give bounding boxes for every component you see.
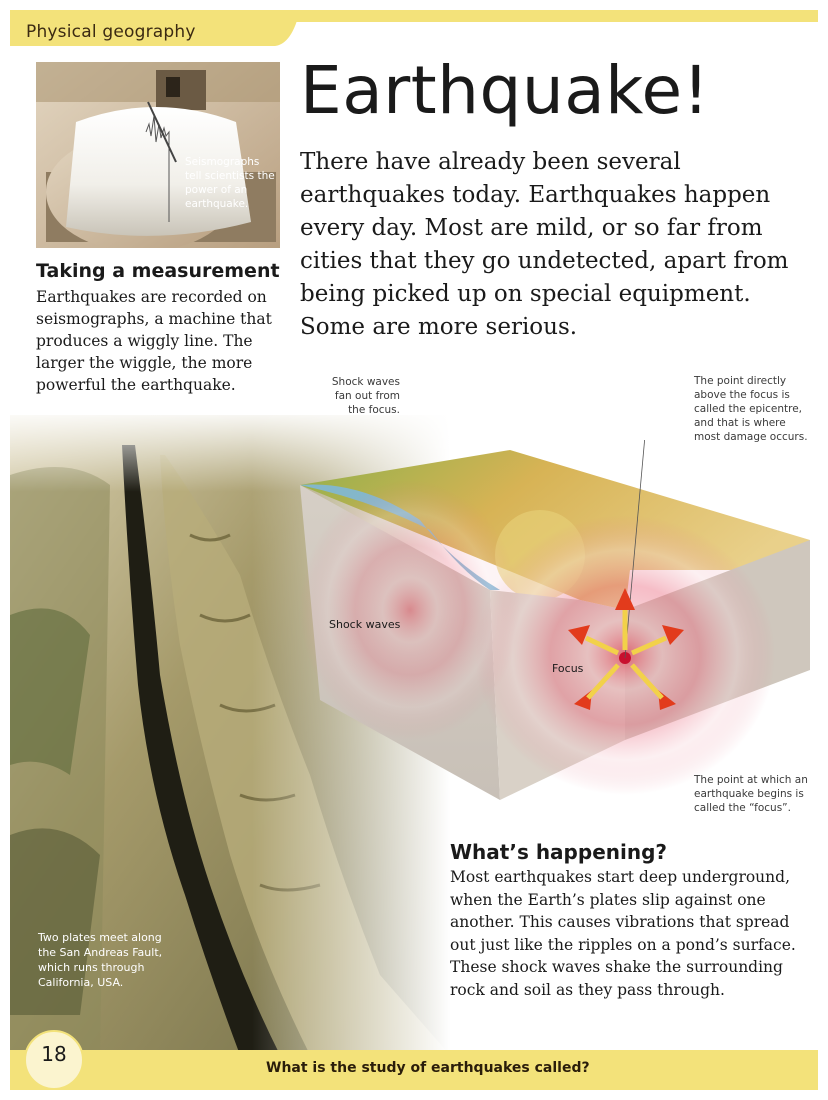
happening-body: Most earthquakes start deep underground, when the Earth’s plates slip against one another. This causes vibrations that spread out just like the ripples on a pond’s surface. These shock waves shake the surrounding rock and soil as they pass through. bbox=[450, 868, 796, 999]
measurement-heading: Taking a measurement bbox=[36, 260, 280, 282]
focus-note: The point at which an earthquake begins is called the “focus”. bbox=[694, 774, 808, 814]
seismograph-caption: Seismographs tell scientists the power of an earthquake. bbox=[185, 156, 275, 210]
quiz-question: What is the study of earthquakes called? bbox=[266, 1060, 590, 1076]
shock-waves-note: Shock waves fan out from the focus. bbox=[331, 376, 400, 416]
page-number: 18 bbox=[41, 1042, 67, 1066]
epicentre-note: The point directly above the focus is called the epicentre, and that is where most damage occurs. bbox=[694, 375, 808, 443]
section-label: Physical geography bbox=[26, 22, 196, 42]
focus-label: Focus bbox=[552, 662, 584, 675]
intro-paragraph: There have already been several earthquakes today. Earthquakes happen every day. Most are mild, or so far from cities that they go undetected, apart from being picked up on special equipment. Some are more serious. bbox=[300, 149, 789, 340]
fault-caption: Two plates meet along the San Andreas Fault, which runs through California, USA. bbox=[38, 931, 163, 989]
measurement-body: Earthquakes are recorded on seismographs, a machine that produces a wiggly line. The larger the wiggle, the more powerful the earthquake. bbox=[36, 288, 272, 394]
page-title: Earthquake! bbox=[300, 52, 710, 129]
shock-waves-label: Shock waves bbox=[329, 618, 401, 631]
happening-heading: What’s happening? bbox=[450, 840, 668, 864]
